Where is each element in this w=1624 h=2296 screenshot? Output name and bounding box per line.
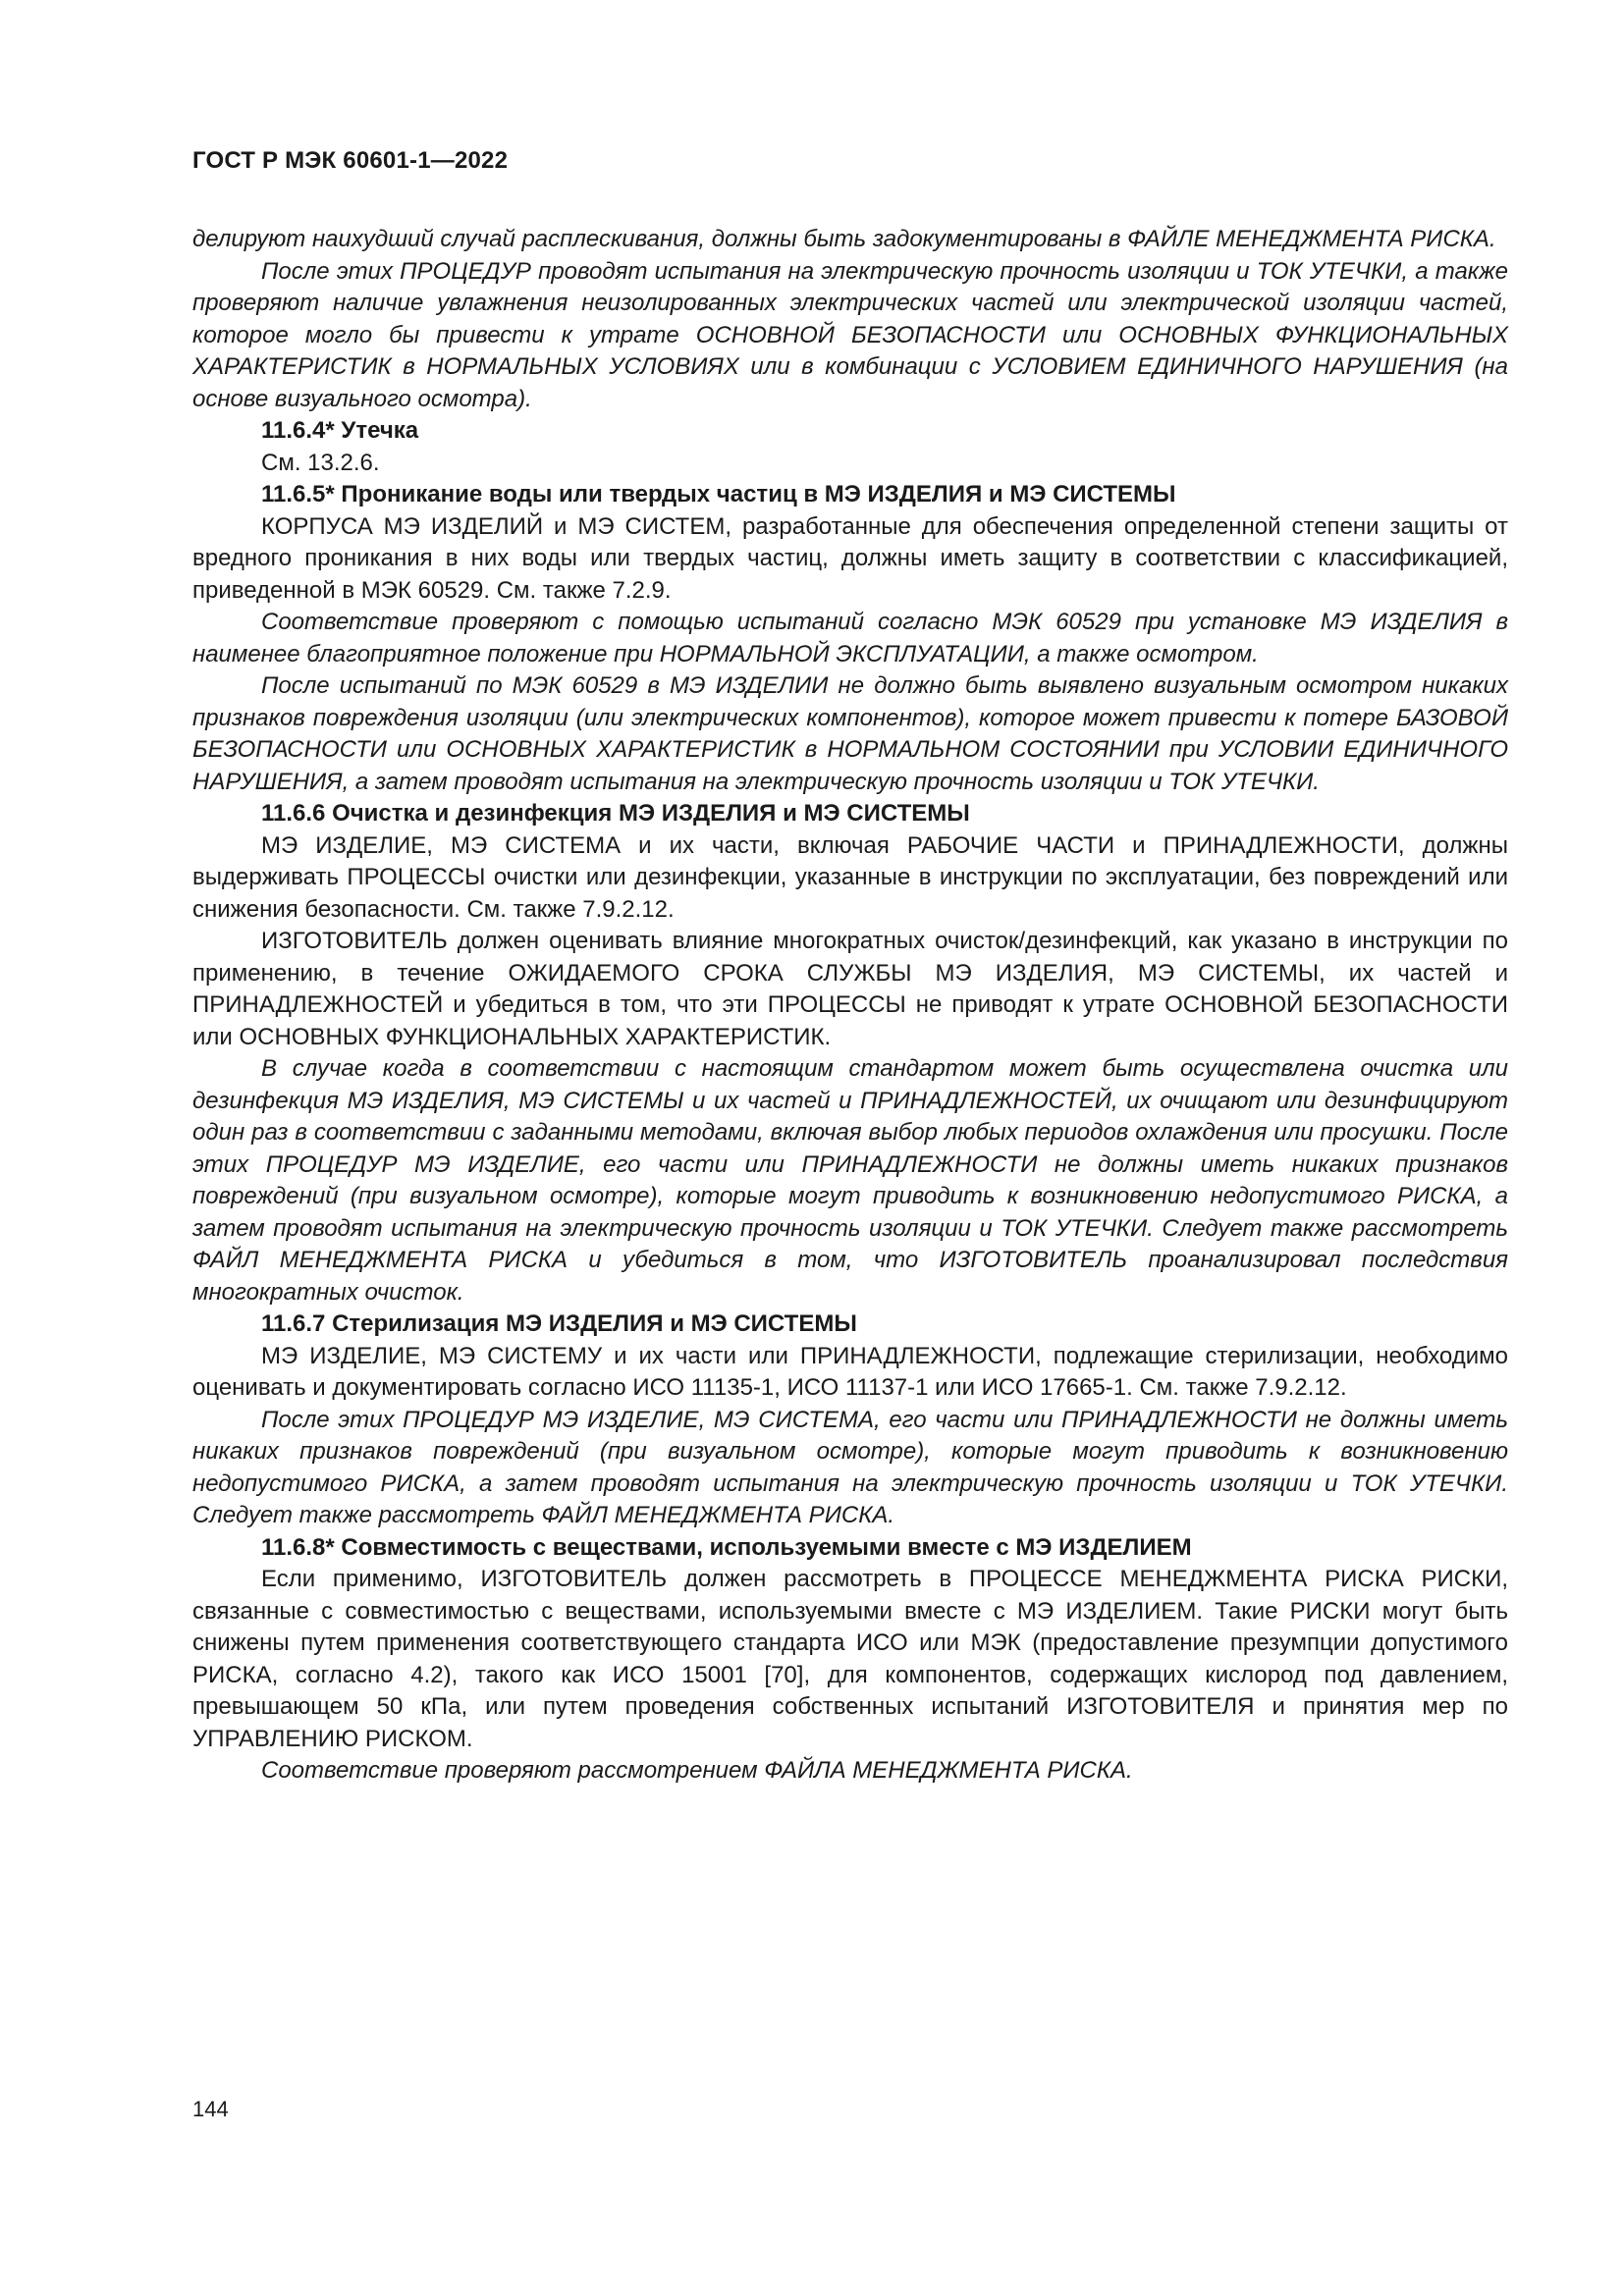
paragraph-3: См. 13.2.6. — [261, 449, 380, 476]
paragraph-5: КОРПУСА МЭ ИЗДЕЛИЙ и МЭ СИСТЕМ, разработанные для обеспечения определенной степени защиты от вредного проникания в них воды или твердых частиц, должны иметь защиту в соответствии с классификацией, приведенной в МЭК 60529. См. также 7.2.9. — [192, 512, 1508, 604]
paragraph-9: МЭ ИЗДЕЛИЕ, МЭ СИСТЕМА и их части, включая РАБОЧИЕ ЧАСТИ и ПРИНАДЛЕЖНОСТИ, должны выдерживать ПРОЦЕССЫ очистки или дезинфекции, указанные в инструкции по эксплуатации, без повреждений или снижения безопасности. См. также 7.9.2.12. — [192, 831, 1508, 923]
paragraph-6: Соответствие проверяют с помощью испытаний согласно МЭК 60529 при установке МЭ ИЗДЕЛИЯ в наименее благоприятное положение при НОРМАЛЬНОЙ ЭКСПЛУАТАЦИИ, а также осмотром. — [192, 609, 1508, 667]
paragraph-7: После испытаний по МЭК 60529 в МЭ ИЗДЕЛИИ не должно быть выявлено визуальным осмотром никаких признаков повреждения изоляции (или электрических компонентов), которое может привести к потере БАЗОВОЙ БЕЗОПАСНОСТИ или ОСНОВНЫХ ХАРАКТЕРИСТИК в НОРМАЛЬНОМ СОСТОЯНИИ при УСЛОВИИ ЕДИНИЧНОГО НАРУШЕНИЯ, а затем проводят испытания на электрическую прочность изоляции и ТОК УТЕЧКИ. — [192, 672, 1508, 795]
document-body — [192, 224, 1508, 1788]
section-heading-11-6-4: 11.6.4* Утечка — [261, 417, 419, 444]
section-heading-11-6-8: 11.6.8* Совместимость с веществами, используемыми вместе с МЭ ИЗДЕЛИЕМ — [261, 1533, 1192, 1561]
paragraph-1: После этих ПРОЦЕДУР проводят испытания на электрическую прочность изоляции и ТОК УТЕЧКИ, а также проверяют наличие увлажнения неизолированных электрических частей или электрической изоляции частей, которое могло бы привести к утрате ОСНОВНОЙ БЕЗОПАСНОСТИ или ОСНОВНЫХ ФУНКЦИОНАЛЬНЫХ ХАРАКТЕРИСТИК в НОРМАЛЬНЫХ УСЛОВИЯХ или в комбинации с УСЛОВИЕМ ЕДИНИЧНОГО НАРУШЕНИЯ (на основе визуального осмотра). — [192, 257, 1508, 412]
paragraph-13: МЭ ИЗДЕЛИЕ, МЭ СИСТЕМУ и их части или ПРИНАДЛЕЖНОСТИ, подлежащие стерилизации, необходимо оценивать и документировать согласно ИСО 11135-1, ИСО 11137-1 или ИСО 17665-1. См. также 7.9.2.12. — [192, 1342, 1508, 1401]
paragraph-17: Соответствие проверяют рассмотрением ФАЙЛА МЕНЕДЖМЕНТА РИСКА. — [261, 1757, 1133, 1784]
paragraph-10: ИЗГОТОВИТЕЛЬ должен оценивать влияние многократных очисток/дезинфекций, как указано в инструкции по применению, в течение ОЖИДАЕМОГО СРОКА СЛУЖБЫ МЭ ИЗДЕЛИЯ, МЭ СИСТЕМЫ, их частей и ПРИНАДЛЕЖНОСТЕЙ и убедиться в том, что эти ПРОЦЕССЫ не приводят к утрате ОСНОВНОЙ БЕЗОПАСНОСТИ или ОСНОВНЫХ ФУНКЦИОНАЛЬНЫХ ХАРАКТЕРИСТИК. — [192, 928, 1508, 1050]
paragraph-11: В случае когда в соответствии с настоящим стандартом может быть осуществлена очистка или дезинфекция МЭ ИЗДЕЛИЯ, МЭ СИСТЕМЫ и их частей и ПРИНАДЛЕЖНОСТЕЙ, их очищают или дезинфицируют один раз в соответствии с заданными методами, включая выбор любых периодов охлаждения или просушки. После этих ПРОЦЕДУР МЭ ИЗДЕЛИЕ, его части или ПРИНАДЛЕЖНОСТИ не должны иметь никаких признаков повреждений (при визуальном осмотре), которые могут приводить к возникновению недопустимого РИСКА, а затем проводят испытания на электрическую прочность изоляции и ТОК УТЕЧКИ. Следует также рассмотреть ФАЙЛ МЕНЕДЖМЕНТА РИСКА и убедиться в том, что ИЗГОТОВИТЕЛЬ проанализировал последствия многократных очисток. — [192, 1055, 1508, 1306]
document-header: ГОСТ Р МЭК 60601-1—2022 — [192, 147, 509, 174]
paragraph-16: Если применимо, ИЗГОТОВИТЕЛЬ должен рассмотреть в ПРОЦЕССЕ МЕНЕДЖМЕНТА РИСКА РИСКИ, связанные с совместимостью с веществами, используемыми вместе с МЭ ИЗДЕЛИЕМ. Такие РИСКИ могут быть снижены путем применения соответствующего стандарта ИСО или МЭК (предоставление презумпции допустимого РИСКА, согласно 4.2), такого как ИСО 15001 [70], для компонентов, содержащих кислород под давлением, превышающем 50 кПа, или путем проведения собственных испытаний ИЗГОТОВИТЕЛЯ и принятия мер по УПРАВЛЕНИЮ РИСКОМ. — [192, 1566, 1508, 1752]
paragraph-14: После этих ПРОЦЕДУР МЭ ИЗДЕЛИЕ, МЭ СИСТЕМА, его части или ПРИНАДЛЕЖНОСТИ не должны иметь никаких признаков повреждений (при визуальном осмотре), которые могут приводить к возникновению недопустимого РИСКА, а затем проводят испытания на электрическую прочность изоляции и ТОК УТЕЧКИ. Следует также рассмотреть ФАЙЛ МЕНЕДЖМЕНТА РИСКА. — [192, 1406, 1508, 1528]
paragraph-0: делируют наихудший случай расплескивания, должны быть задокументированы в ФАЙЛЕ МЕНЕДЖМЕНТА РИСКА. — [192, 226, 1496, 252]
section-heading-11-6-5: 11.6.5* Проникание воды или твердых частиц в МЭ ИЗДЕЛИЯ и МЭ СИСТЕМЫ — [261, 481, 1176, 507]
section-heading-11-6-6: 11.6.6 Очистка и дезинфекция МЭ ИЗДЕЛИЯ и МЭ СИСТЕМЫ — [261, 800, 970, 827]
section-heading-11-6-7: 11.6.7 Стерилизация МЭ ИЗДЕЛИЯ и МЭ СИСТЕМЫ — [261, 1310, 857, 1337]
page-number: 144 — [192, 2097, 229, 2121]
